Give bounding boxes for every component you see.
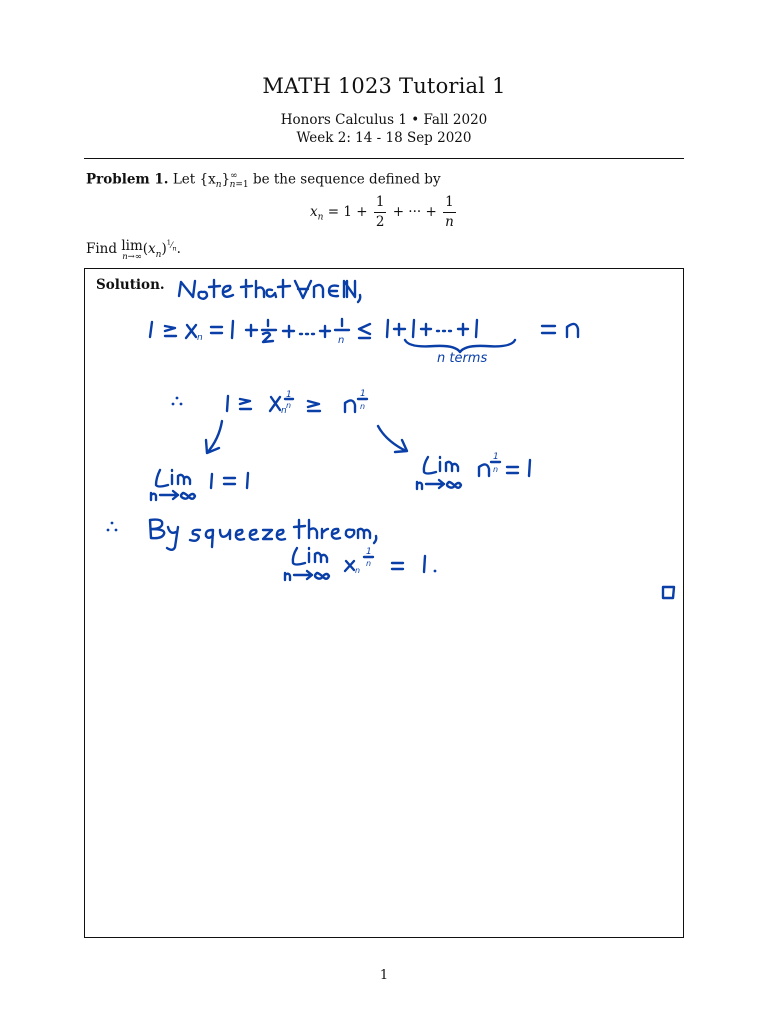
svg-text:1: 1 (360, 389, 366, 399)
handwriting-line-4 (107, 520, 377, 550)
handwriting-line-2 (150, 319, 578, 366)
course-line: Honors Calculus 1 • Fall 2020 (280, 112, 488, 128)
svg-text:1: 1 (286, 390, 292, 400)
week-line: Week 2: 14 - 18 Sep 2020 (296, 130, 472, 146)
svg-text:n: n (286, 401, 292, 410)
fraction-half: $\frac{1}{2}$ (375, 194, 385, 230)
svg-text:n: n (366, 559, 372, 568)
qed-box (663, 587, 674, 598)
page-number: 1 (379, 968, 389, 983)
page-title: MATH 1023 Tutorial 1 (262, 74, 506, 98)
solution-label: Solution. (96, 277, 165, 293)
arrows (206, 421, 407, 453)
statement-post: be the sequence defined by (252, 171, 441, 188)
svg-text:n: n (360, 402, 366, 411)
svg-text:n: n (493, 465, 499, 474)
right-limit (417, 452, 530, 489)
left-limit (151, 470, 248, 500)
svg-text:n: n (197, 333, 203, 343)
fraction-one-over-n: $\frac{1}{n}$ (445, 194, 454, 230)
handwriting-line-3 (172, 389, 367, 416)
problem-statement: Problem 1. Let $\{x_n\}^\infty_{n=1}$ be the sequence defined by (86, 171, 441, 191)
conclusion (285, 547, 436, 580)
limit-operator: lim n→∞ (121, 238, 143, 262)
svg-text:1: 1 (366, 547, 372, 557)
svg-text:n: n (338, 335, 345, 346)
svg-text:n: n (281, 406, 287, 416)
handwriting-line-1 (179, 280, 360, 302)
statement-pre: Let {x (172, 171, 216, 188)
svg-text:n: n (355, 566, 361, 575)
svg-text:1: 1 (493, 452, 499, 462)
brace-label: n terms (437, 351, 488, 366)
find-statement: Find lim n→∞ $(x_n)^{^1⁄_n}$. (86, 238, 181, 262)
problem-label: Problem 1. (86, 171, 169, 188)
sequence-equation: $x_n = 1$ + $\frac{1}{2}$ + ··· + $\frac{1}{n}$ (310, 194, 454, 230)
